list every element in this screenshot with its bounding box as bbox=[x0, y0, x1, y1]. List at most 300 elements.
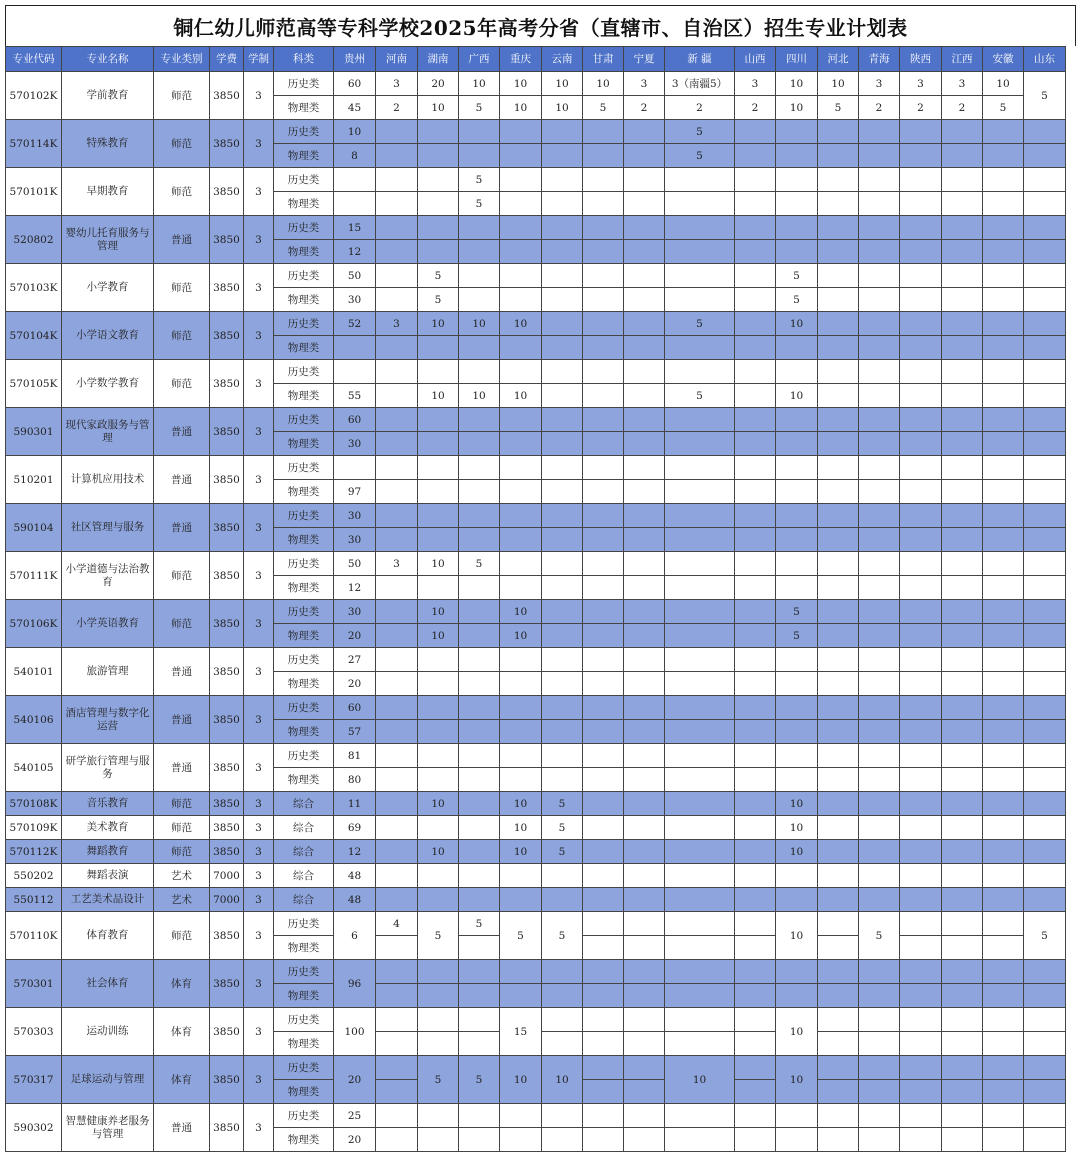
quota-cell bbox=[334, 456, 376, 480]
quota-cell bbox=[735, 960, 776, 984]
quota-cell bbox=[859, 192, 900, 216]
subject-type-cell: 物理类 bbox=[274, 768, 334, 792]
quota-cell bbox=[459, 480, 500, 504]
quota-cell bbox=[818, 1128, 859, 1152]
quota-cell bbox=[859, 120, 900, 144]
quota-cell bbox=[376, 792, 418, 816]
quota-cell: 30 bbox=[334, 504, 376, 528]
major-code-cell: 590104 bbox=[6, 504, 62, 552]
quota-cell bbox=[942, 120, 983, 144]
quota-cell bbox=[376, 624, 418, 648]
table-row bbox=[6, 360, 1066, 384]
quota-cell bbox=[1024, 144, 1066, 168]
quota-cell bbox=[376, 408, 418, 432]
quota-cell bbox=[859, 1056, 900, 1080]
quota-cell bbox=[776, 480, 818, 504]
quota-cell: 3 bbox=[900, 72, 942, 96]
quota-cell bbox=[583, 600, 624, 624]
subject-type-cell: 综合 bbox=[274, 792, 334, 816]
major-category-cell: 普通 bbox=[154, 408, 210, 456]
quota-cell bbox=[418, 120, 459, 144]
quota-cell: 55 bbox=[334, 384, 376, 408]
subject-type-cell: 物理类 bbox=[274, 240, 334, 264]
major-name-cell: 体育教育 bbox=[62, 912, 154, 960]
quota-cell bbox=[500, 192, 542, 216]
quota-cell bbox=[1024, 1008, 1066, 1032]
quota-cell bbox=[942, 672, 983, 696]
quota-cell bbox=[776, 648, 818, 672]
quota-cell bbox=[900, 720, 942, 744]
quota-cell bbox=[942, 384, 983, 408]
quota-cell bbox=[500, 336, 542, 360]
subject-type-cell: 物理类 bbox=[274, 192, 334, 216]
quota-cell bbox=[418, 456, 459, 480]
quota-cell bbox=[500, 576, 542, 600]
quota-cell bbox=[776, 432, 818, 456]
quota-cell bbox=[542, 1128, 583, 1152]
quota-cell bbox=[942, 936, 983, 960]
quota-cell bbox=[459, 768, 500, 792]
major-code-cell: 570106K bbox=[6, 600, 62, 648]
quota-cell bbox=[459, 720, 500, 744]
quota-cell bbox=[583, 192, 624, 216]
quota-cell bbox=[624, 720, 665, 744]
quota-cell bbox=[900, 912, 942, 936]
quota-cell: 8 bbox=[334, 144, 376, 168]
subject-type-cell: 物理类 bbox=[274, 96, 334, 120]
quota-cell bbox=[818, 504, 859, 528]
subject-type-cell: 历史类 bbox=[274, 72, 334, 96]
quota-cell bbox=[942, 888, 983, 912]
quota-cell bbox=[900, 840, 942, 864]
column-header: 新 疆 bbox=[665, 47, 735, 72]
quota-cell bbox=[500, 1104, 542, 1128]
quota-cell bbox=[583, 336, 624, 360]
quota-cell bbox=[818, 1032, 859, 1056]
quota-cell bbox=[942, 696, 983, 720]
quota-cell bbox=[818, 432, 859, 456]
major-name-cell: 美术教育 bbox=[62, 816, 154, 840]
quota-cell: 10 bbox=[776, 312, 818, 336]
quota-cell bbox=[900, 600, 942, 624]
quota-cell bbox=[776, 864, 818, 888]
quota-cell bbox=[665, 432, 735, 456]
major-name-cell: 小学语文教育 bbox=[62, 312, 154, 360]
quota-cell: 15 bbox=[500, 1008, 542, 1056]
quota-cell bbox=[859, 576, 900, 600]
quota-cell bbox=[500, 288, 542, 312]
quota-cell bbox=[624, 1080, 665, 1104]
subject-type-cell: 历史类 bbox=[274, 1104, 334, 1128]
column-header: 安徽 bbox=[983, 47, 1024, 72]
major-name-cell: 足球运动与管理 bbox=[62, 1056, 154, 1104]
quota-cell bbox=[583, 648, 624, 672]
quota-cell bbox=[376, 936, 418, 960]
subject-type-cell: 历史类 bbox=[274, 600, 334, 624]
quota-cell bbox=[776, 144, 818, 168]
quota-cell bbox=[735, 888, 776, 912]
quota-cell bbox=[665, 1032, 735, 1056]
quota-cell bbox=[542, 624, 583, 648]
quota-cell bbox=[859, 1008, 900, 1032]
quota-cell bbox=[900, 1128, 942, 1152]
major-code-cell: 570317 bbox=[6, 1056, 62, 1104]
quota-cell bbox=[818, 360, 859, 384]
quota-cell bbox=[1024, 1104, 1066, 1128]
quota-cell bbox=[542, 120, 583, 144]
quota-cell bbox=[1024, 816, 1066, 840]
quota-cell bbox=[900, 744, 942, 768]
quota-cell bbox=[983, 504, 1024, 528]
subject-type-cell: 物理类 bbox=[274, 936, 334, 960]
quota-cell bbox=[500, 552, 542, 576]
quota-cell: 5 bbox=[665, 312, 735, 336]
quota-cell bbox=[418, 648, 459, 672]
major-name-cell: 研学旅行管理与服务 bbox=[62, 744, 154, 792]
quota-cell bbox=[735, 312, 776, 336]
quota-cell bbox=[859, 528, 900, 552]
quota-cell bbox=[1024, 624, 1066, 648]
quota-cell bbox=[542, 528, 583, 552]
tuition-cell: 3850 bbox=[210, 312, 244, 360]
quota-cell bbox=[942, 504, 983, 528]
quota-cell bbox=[942, 408, 983, 432]
quota-cell bbox=[583, 1032, 624, 1056]
quota-cell bbox=[624, 120, 665, 144]
quota-cell bbox=[900, 1032, 942, 1056]
quota-cell bbox=[1024, 672, 1066, 696]
quota-cell bbox=[735, 168, 776, 192]
quota-cell: 20 bbox=[334, 1128, 376, 1152]
quota-cell: 5 bbox=[542, 792, 583, 816]
major-name-cell: 学前教育 bbox=[62, 72, 154, 120]
quota-cell bbox=[735, 648, 776, 672]
quota-cell: 2 bbox=[665, 96, 735, 120]
tuition-cell: 3850 bbox=[210, 600, 244, 648]
quota-cell bbox=[459, 336, 500, 360]
quota-cell bbox=[665, 672, 735, 696]
quota-cell bbox=[735, 600, 776, 624]
quota-cell bbox=[735, 936, 776, 960]
quota-cell: 25 bbox=[334, 1104, 376, 1128]
quota-cell bbox=[859, 840, 900, 864]
quota-cell bbox=[942, 432, 983, 456]
quota-cell bbox=[1024, 648, 1066, 672]
major-category-cell: 师范 bbox=[154, 912, 210, 960]
quota-cell bbox=[735, 384, 776, 408]
quota-cell: 5 bbox=[542, 816, 583, 840]
duration-cell: 3 bbox=[244, 792, 274, 816]
quota-cell bbox=[583, 456, 624, 480]
quota-cell: 5 bbox=[459, 1056, 500, 1104]
quota-cell bbox=[735, 912, 776, 936]
quota-cell bbox=[735, 240, 776, 264]
subject-type-cell: 物理类 bbox=[274, 984, 334, 1008]
quota-cell bbox=[859, 264, 900, 288]
quota-cell bbox=[418, 1128, 459, 1152]
quota-cell bbox=[459, 672, 500, 696]
quota-cell: 100 bbox=[334, 1008, 376, 1056]
quota-cell bbox=[1024, 744, 1066, 768]
quota-cell bbox=[459, 888, 500, 912]
quota-cell: 5 bbox=[542, 912, 583, 960]
quota-cell bbox=[376, 600, 418, 624]
quota-cell bbox=[376, 384, 418, 408]
quota-cell bbox=[859, 600, 900, 624]
quota-cell: 20 bbox=[334, 624, 376, 648]
quota-cell bbox=[624, 288, 665, 312]
quota-cell bbox=[942, 960, 983, 984]
quota-cell bbox=[900, 984, 942, 1008]
quota-cell bbox=[859, 1128, 900, 1152]
quota-cell: 10 bbox=[500, 312, 542, 336]
tuition-cell: 3850 bbox=[210, 360, 244, 408]
quota-cell bbox=[776, 696, 818, 720]
quota-cell bbox=[859, 648, 900, 672]
quota-cell bbox=[818, 888, 859, 912]
quota-cell bbox=[542, 1032, 583, 1056]
major-name-cell: 特殊教育 bbox=[62, 120, 154, 168]
quota-cell bbox=[818, 936, 859, 960]
quota-cell bbox=[735, 216, 776, 240]
quota-cell bbox=[859, 504, 900, 528]
quota-cell bbox=[900, 264, 942, 288]
quota-cell bbox=[818, 1056, 859, 1080]
quota-cell bbox=[418, 336, 459, 360]
quota-cell bbox=[983, 552, 1024, 576]
quota-cell: 10 bbox=[983, 72, 1024, 96]
quota-cell bbox=[818, 1104, 859, 1128]
quota-cell: 20 bbox=[418, 72, 459, 96]
quota-cell: 5 bbox=[776, 264, 818, 288]
quota-cell bbox=[500, 1128, 542, 1152]
quota-cell bbox=[542, 288, 583, 312]
quota-cell bbox=[859, 768, 900, 792]
quota-cell bbox=[859, 696, 900, 720]
quota-cell bbox=[983, 648, 1024, 672]
tuition-cell: 3850 bbox=[210, 840, 244, 864]
quota-cell bbox=[1024, 408, 1066, 432]
quota-cell bbox=[983, 1008, 1024, 1032]
quota-cell: 10 bbox=[459, 384, 500, 408]
quota-cell bbox=[376, 720, 418, 744]
quota-cell: 5 bbox=[776, 624, 818, 648]
quota-cell bbox=[459, 1032, 500, 1056]
quota-cell bbox=[624, 240, 665, 264]
major-name-cell: 舞蹈教育 bbox=[62, 840, 154, 864]
quota-cell bbox=[1024, 360, 1066, 384]
major-category-cell: 艺术 bbox=[154, 888, 210, 912]
quota-cell bbox=[859, 456, 900, 480]
quota-cell: 10 bbox=[818, 72, 859, 96]
quota-cell bbox=[624, 480, 665, 504]
quota-cell bbox=[459, 240, 500, 264]
quota-cell: 10 bbox=[500, 816, 542, 840]
quota-cell bbox=[1024, 696, 1066, 720]
quota-cell bbox=[624, 1008, 665, 1032]
quota-cell bbox=[665, 912, 735, 936]
quota-cell bbox=[859, 816, 900, 840]
quota-cell bbox=[983, 360, 1024, 384]
quota-cell bbox=[900, 936, 942, 960]
quota-cell bbox=[900, 120, 942, 144]
quota-cell bbox=[376, 1056, 418, 1080]
quota-cell bbox=[459, 816, 500, 840]
major-code-cell: 590302 bbox=[6, 1104, 62, 1152]
page-title: 铜仁幼儿师范高等专科学校2025年高考分省（直辖市、自治区）招生专业计划表 bbox=[5, 5, 1076, 46]
quota-cell bbox=[665, 1008, 735, 1032]
quota-cell bbox=[735, 120, 776, 144]
quota-cell bbox=[818, 528, 859, 552]
quota-cell: 2 bbox=[376, 96, 418, 120]
quota-cell bbox=[665, 336, 735, 360]
quota-cell: 3（南疆5） bbox=[665, 72, 735, 96]
quota-cell bbox=[418, 360, 459, 384]
quota-cell bbox=[624, 408, 665, 432]
quota-cell: 60 bbox=[334, 696, 376, 720]
quota-cell bbox=[665, 840, 735, 864]
quota-cell: 10 bbox=[500, 96, 542, 120]
quota-cell bbox=[624, 840, 665, 864]
quota-cell bbox=[334, 360, 376, 384]
table-row bbox=[6, 960, 1066, 984]
quota-cell bbox=[942, 792, 983, 816]
quota-cell bbox=[665, 600, 735, 624]
quota-cell bbox=[418, 408, 459, 432]
quota-cell bbox=[583, 936, 624, 960]
quota-cell bbox=[542, 408, 583, 432]
quota-cell bbox=[1024, 288, 1066, 312]
tuition-cell: 3850 bbox=[210, 1104, 244, 1152]
column-header: 云南 bbox=[542, 47, 583, 72]
quota-cell bbox=[500, 528, 542, 552]
major-code-cell: 540105 bbox=[6, 744, 62, 792]
quota-cell bbox=[900, 288, 942, 312]
quota-cell bbox=[459, 840, 500, 864]
quota-cell bbox=[542, 576, 583, 600]
quota-cell bbox=[900, 144, 942, 168]
major-name-cell: 工艺美术品设计 bbox=[62, 888, 154, 912]
quota-cell bbox=[624, 360, 665, 384]
quota-cell bbox=[859, 240, 900, 264]
quota-cell bbox=[900, 696, 942, 720]
quota-cell: 96 bbox=[334, 960, 376, 1008]
quota-cell bbox=[735, 432, 776, 456]
duration-cell: 3 bbox=[244, 648, 274, 696]
major-code-cell: 540101 bbox=[6, 648, 62, 696]
quota-cell: 69 bbox=[334, 816, 376, 840]
quota-cell bbox=[500, 648, 542, 672]
duration-cell: 3 bbox=[244, 312, 274, 360]
column-header: 河南 bbox=[376, 47, 418, 72]
quota-cell bbox=[542, 600, 583, 624]
major-name-cell: 音乐教育 bbox=[62, 792, 154, 816]
quota-cell bbox=[900, 192, 942, 216]
quota-cell bbox=[859, 864, 900, 888]
table-row bbox=[6, 264, 1066, 288]
quota-cell bbox=[376, 576, 418, 600]
quota-cell bbox=[500, 264, 542, 288]
quota-cell bbox=[665, 528, 735, 552]
quota-cell: 50 bbox=[334, 552, 376, 576]
quota-cell bbox=[459, 1008, 500, 1032]
quota-cell bbox=[418, 192, 459, 216]
quota-cell: 2 bbox=[859, 96, 900, 120]
quota-cell bbox=[624, 312, 665, 336]
major-category-cell: 体育 bbox=[154, 960, 210, 1008]
quota-cell bbox=[665, 552, 735, 576]
quota-cell bbox=[983, 336, 1024, 360]
quota-cell bbox=[1024, 1080, 1066, 1104]
quota-cell bbox=[665, 504, 735, 528]
quota-cell bbox=[776, 192, 818, 216]
tuition-cell: 3850 bbox=[210, 792, 244, 816]
tuition-cell: 3850 bbox=[210, 816, 244, 840]
quota-cell bbox=[624, 552, 665, 576]
tuition-cell: 7000 bbox=[210, 864, 244, 888]
quota-cell bbox=[735, 864, 776, 888]
major-category-cell: 师范 bbox=[154, 168, 210, 216]
tuition-cell: 3850 bbox=[210, 552, 244, 600]
quota-cell bbox=[900, 672, 942, 696]
quota-cell bbox=[776, 744, 818, 768]
quota-cell bbox=[418, 576, 459, 600]
quota-cell bbox=[624, 600, 665, 624]
table-row bbox=[6, 72, 1066, 96]
quota-cell bbox=[983, 120, 1024, 144]
quota-cell bbox=[942, 648, 983, 672]
quota-cell bbox=[624, 456, 665, 480]
quota-cell bbox=[583, 864, 624, 888]
quota-cell bbox=[983, 240, 1024, 264]
quota-cell bbox=[459, 744, 500, 768]
table-row bbox=[6, 552, 1066, 576]
quota-cell: 5 bbox=[665, 144, 735, 168]
quota-cell bbox=[942, 1008, 983, 1032]
quota-cell bbox=[665, 1128, 735, 1152]
quota-cell bbox=[776, 120, 818, 144]
quota-cell bbox=[459, 144, 500, 168]
table-row bbox=[6, 504, 1066, 528]
duration-cell: 3 bbox=[244, 360, 274, 408]
major-name-cell: 小学数学教育 bbox=[62, 360, 154, 408]
quota-cell bbox=[583, 264, 624, 288]
quota-cell bbox=[983, 792, 1024, 816]
quota-cell bbox=[983, 768, 1024, 792]
duration-cell: 3 bbox=[244, 1008, 274, 1056]
quota-cell bbox=[418, 672, 459, 696]
subject-type-cell: 物理类 bbox=[274, 336, 334, 360]
subject-type-cell: 历史类 bbox=[274, 312, 334, 336]
quota-cell bbox=[665, 792, 735, 816]
duration-cell: 3 bbox=[244, 912, 274, 960]
major-category-cell: 师范 bbox=[154, 312, 210, 360]
quota-cell bbox=[942, 240, 983, 264]
major-category-cell: 师范 bbox=[154, 816, 210, 840]
quota-cell bbox=[776, 360, 818, 384]
quota-cell bbox=[500, 120, 542, 144]
quota-cell bbox=[983, 312, 1024, 336]
quota-cell bbox=[334, 192, 376, 216]
quota-cell bbox=[818, 720, 859, 744]
quota-cell bbox=[500, 864, 542, 888]
quota-cell: 3 bbox=[942, 72, 983, 96]
subject-type-cell: 物理类 bbox=[274, 720, 334, 744]
quota-cell bbox=[900, 360, 942, 384]
quota-cell: 10 bbox=[418, 552, 459, 576]
tuition-cell: 3850 bbox=[210, 912, 244, 960]
quota-cell bbox=[624, 744, 665, 768]
